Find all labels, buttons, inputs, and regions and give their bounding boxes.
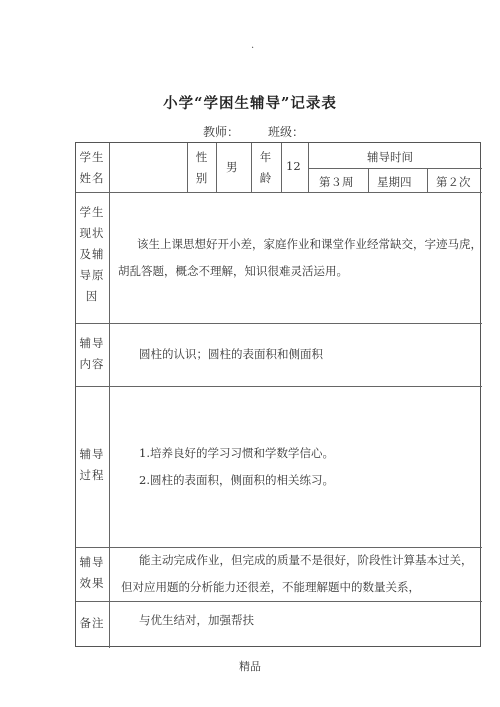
gender-value: 男 (226, 160, 238, 174)
header-divider (216, 143, 217, 192)
process-label: 辅导 过程 (79, 447, 105, 482)
page-title: 小学“学困生辅导”记录表 (163, 95, 337, 112)
gender-label: 性 别 (195, 150, 209, 185)
footer-text: 精品 (239, 660, 261, 673)
weekday-value: 星期四 (377, 175, 412, 189)
content-text: 圆柱的认识；圆柱的表面积和侧面积 (139, 347, 323, 361)
row-divider (76, 386, 482, 387)
session-value: 第２次 (436, 175, 471, 189)
week-value: 第３周 (319, 175, 354, 189)
row-divider (76, 323, 482, 324)
student-name-label: 学生 姓名 (79, 150, 105, 185)
teacher-label: 教师： (203, 125, 240, 139)
effect-text: 能主动完成作业，但完成的质量不是很好，阶段性计算基本过关， (139, 553, 473, 567)
age-value: 12 (286, 159, 301, 173)
header-divider (427, 168, 428, 192)
top-dot: . (251, 40, 255, 51)
record-form-table (75, 142, 481, 647)
remarks-text: 与优生结对，加强帮扶 (139, 613, 254, 627)
status-text-continued: 胡乱答题，概念不理解，知识很难灵活运用。 (118, 264, 348, 278)
tutoring-time-label: 辅导时间 (367, 150, 413, 164)
row-divider (76, 601, 482, 602)
row-divider (76, 192, 482, 193)
remarks-label: 备注 (79, 616, 105, 630)
process-text: 1.培养良好的学习习惯和学数学信心。 2.圆柱的表面积，侧面积的相关练习。 (139, 446, 334, 487)
age-label: 年 龄 (259, 150, 273, 185)
time-divider (308, 168, 482, 169)
header-divider (368, 168, 369, 192)
header-divider (308, 143, 309, 192)
status-label: 学生 现状 及辅 导原 因 (79, 205, 105, 303)
label-column-divider (109, 143, 110, 648)
class-label: 班级： (268, 125, 305, 139)
effect-label: 辅导 效果 (79, 555, 105, 590)
status-text: 该生上课思想好开小差，家庭作业和课堂作业经常缺交，字迹马虎， (137, 237, 482, 251)
header-divider (281, 143, 282, 192)
content-label: 辅导 内容 (79, 336, 105, 371)
effect-text-continued: 但对应用题的分析能力还很差，不能理解题中的数量关系， (121, 580, 420, 594)
